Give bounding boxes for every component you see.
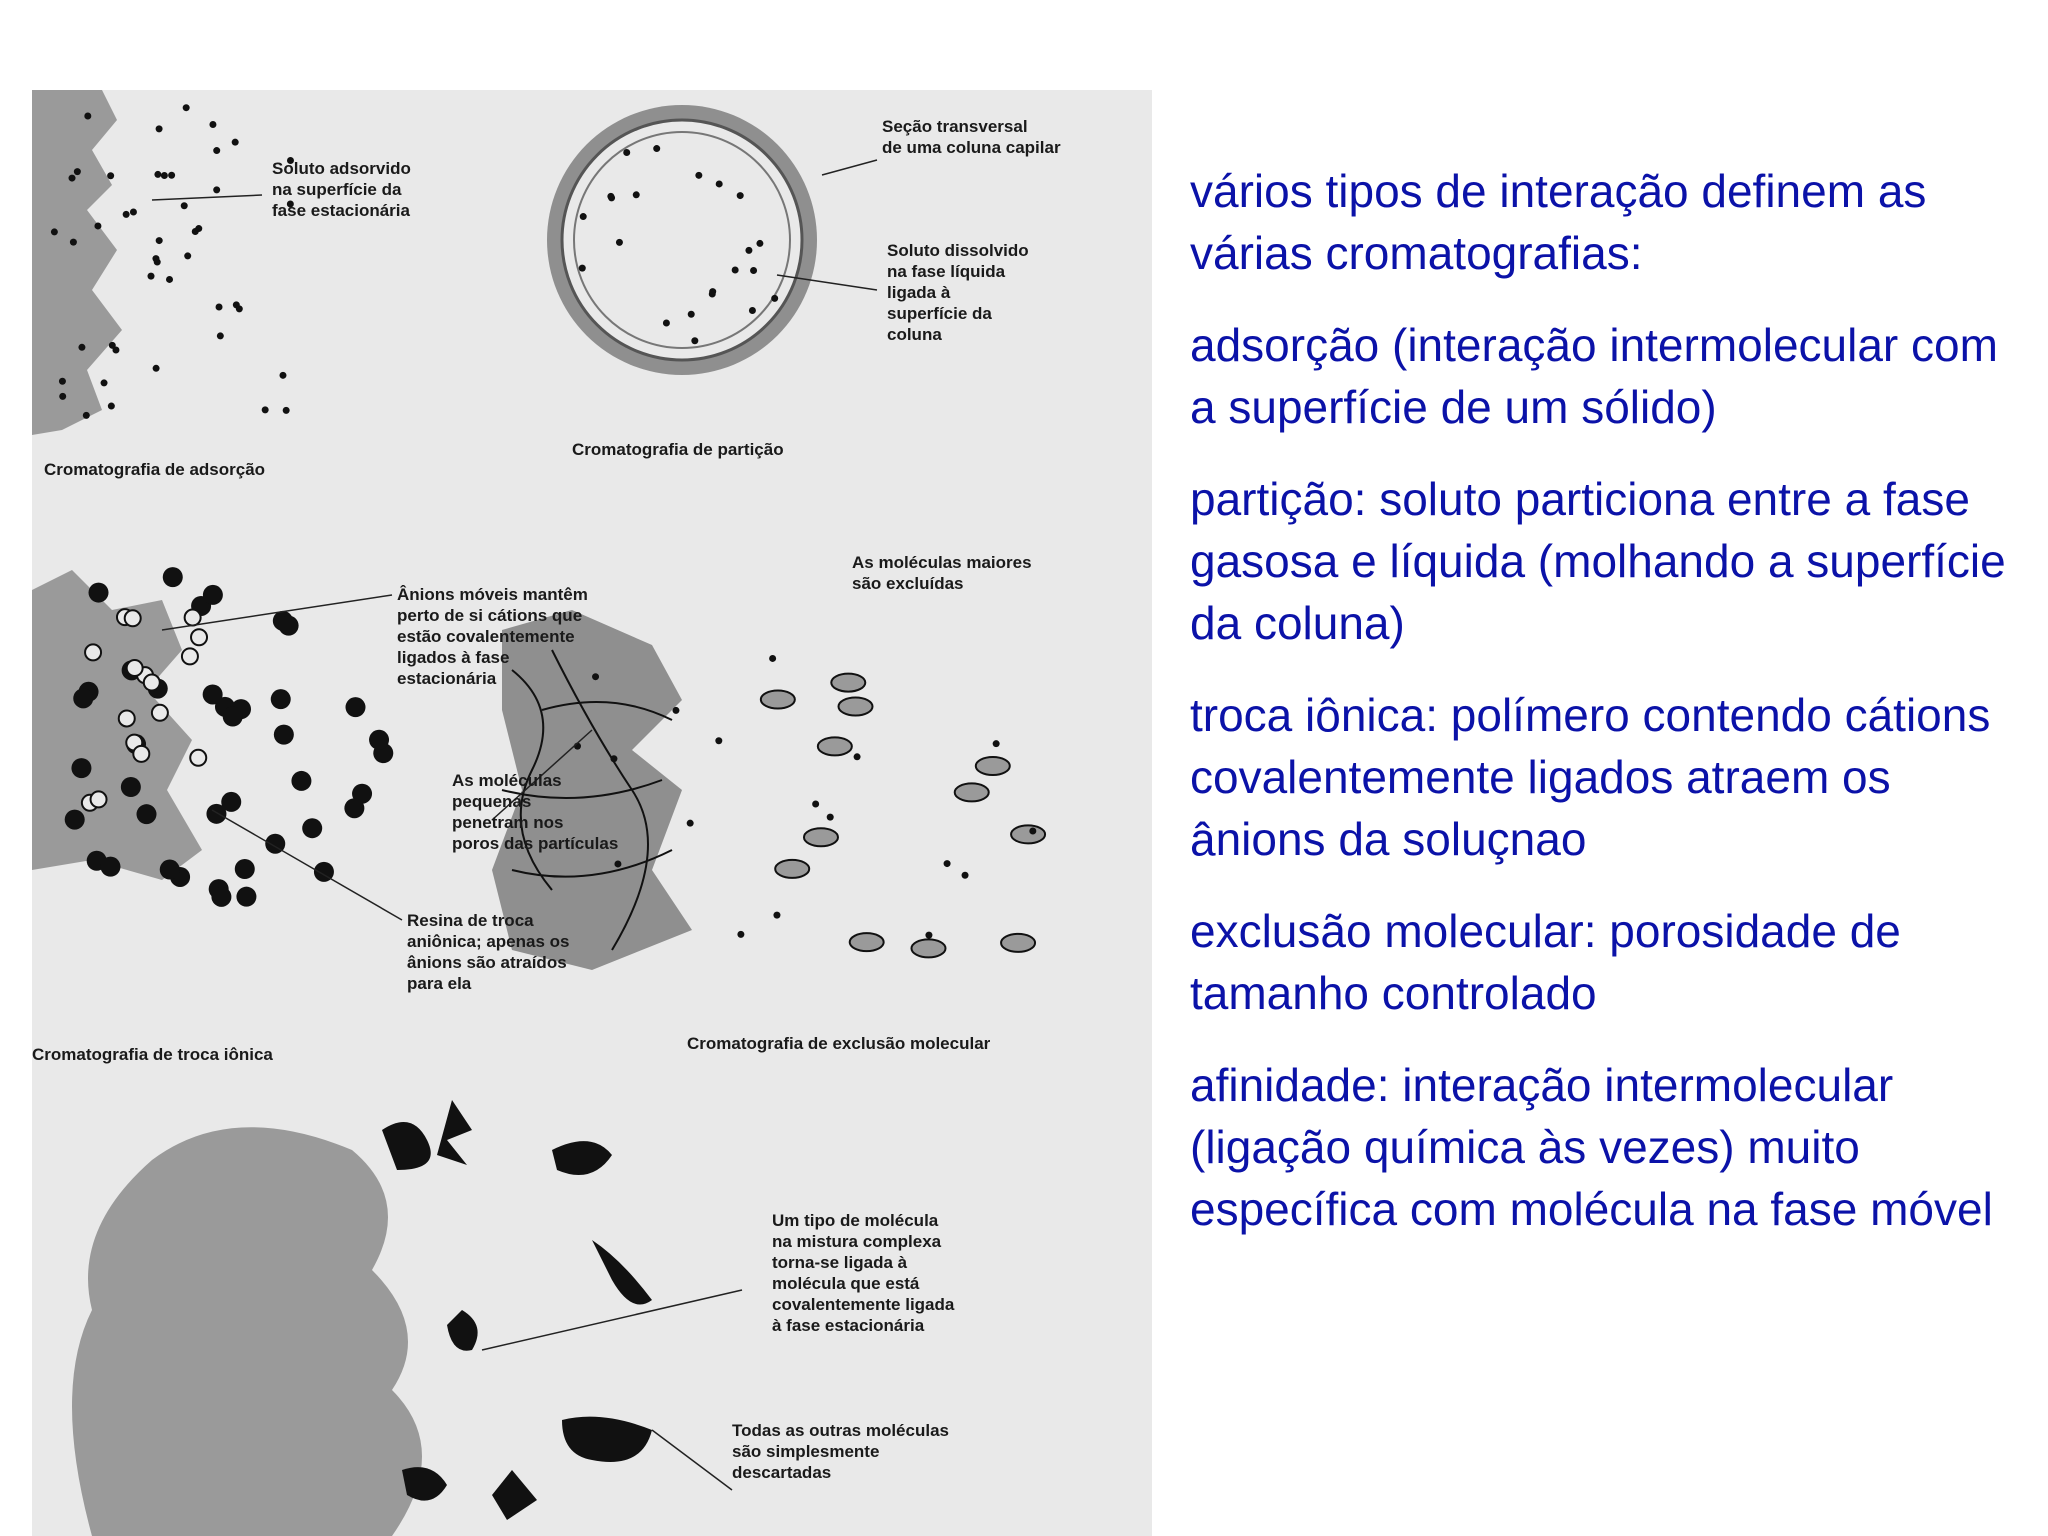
molecule-dot <box>279 616 299 636</box>
molecule-dot <box>59 378 66 385</box>
molecule-dot <box>695 172 702 179</box>
molecule-dot <box>209 121 216 128</box>
summary-text <box>1190 160 2020 1270</box>
molecule-dot <box>84 113 91 120</box>
stationary-phase <box>72 1127 422 1536</box>
molecule-dot <box>592 673 599 680</box>
molecule-dot <box>217 332 224 339</box>
molecule-dot <box>152 705 168 721</box>
molecule-dot <box>137 804 157 824</box>
molecule-dot <box>182 648 198 664</box>
molecule-dot <box>827 814 834 821</box>
molecule-dot <box>283 407 290 414</box>
molecule-dot <box>769 655 776 662</box>
molecule-dot <box>580 213 587 220</box>
molecule-dot <box>223 707 243 727</box>
molecule-dot <box>279 372 286 379</box>
molecule-dot <box>732 267 739 274</box>
molecule-dot <box>610 755 617 762</box>
capillary-cross-section-label: Seção transversal de uma coluna capilar <box>882 117 1061 157</box>
molecule-dot <box>166 276 173 283</box>
molecule-dot <box>107 172 114 179</box>
molecule-dot <box>745 247 752 254</box>
molecule-dot <box>749 307 756 314</box>
molecule-dot <box>144 675 160 691</box>
molecule-dot <box>221 792 241 812</box>
affinity-illustration <box>72 1100 742 1536</box>
molecule-dot <box>369 730 389 750</box>
ion-exchange-illustration <box>32 567 402 920</box>
molecule-dot <box>737 192 744 199</box>
dissolved-solute-label: Soluto dissolvido na fase líquida ligada à superfície da coluna <box>887 241 1029 344</box>
summary-exclusion: exclusão molecular: porosidade de tamanho controlado <box>1190 905 1901 1019</box>
textbook-figure-scan <box>32 90 1152 1536</box>
molecule-dot <box>633 191 640 198</box>
molecule-dot <box>302 818 322 838</box>
molecule-dot <box>233 301 240 308</box>
molecule-dot <box>213 147 220 154</box>
large-molecule <box>911 939 945 957</box>
molecule-dot <box>100 857 120 877</box>
large-molecule <box>839 697 873 715</box>
molecule-dot <box>688 311 695 318</box>
molecule-dot <box>771 295 778 302</box>
molecule-dot <box>70 239 77 246</box>
large-molecule <box>1001 934 1035 952</box>
molecule-dot <box>716 180 723 187</box>
molecule-dot <box>203 684 223 704</box>
molecule-dot <box>121 777 141 797</box>
molecule-dot <box>854 753 861 760</box>
molecule-dot <box>181 202 188 209</box>
molecule-dot <box>709 288 716 295</box>
summary-ion-exchange: troca iônica: polímero contendo cátions covalentemente ligados atraem os ânions da soluçnao <box>1190 689 1991 865</box>
exclusion-caption: Cromatografia de exclusão molecular <box>687 1034 991 1053</box>
molecule-dot <box>85 644 101 660</box>
molecule-dot <box>59 393 66 400</box>
molecule-dot <box>69 175 76 182</box>
molecule-dot <box>216 304 223 311</box>
large-molecule <box>850 933 884 951</box>
molecule-dot <box>211 887 231 907</box>
affinity-molecules <box>382 1100 652 1520</box>
molecule-dot <box>91 791 107 807</box>
molecule-dot <box>291 771 311 791</box>
molecule-dot <box>195 225 202 232</box>
molecule-dot <box>993 740 1000 747</box>
molecule-dot <box>190 750 206 766</box>
molecule-dot <box>579 265 586 272</box>
molecule-dot <box>101 379 108 386</box>
molecule-dot <box>74 168 81 175</box>
molecule-dot <box>89 583 109 603</box>
large-molecule <box>955 783 989 801</box>
molecule-dot <box>236 887 256 907</box>
molecule-dot <box>653 145 660 152</box>
molecule-dot <box>203 585 223 605</box>
molecule-dot <box>127 660 143 676</box>
partition-caption: Cromatografia de partição <box>572 440 784 459</box>
discarded-molecules-label: Todas as outras moléculas são simplesmente descartadas <box>732 1421 949 1482</box>
anion-exchange-resin-label: Resina de troca aniônica; apenas os ânions são atraídos para ela <box>407 911 570 993</box>
molecule-dot <box>687 820 694 827</box>
molecule-dot <box>1029 828 1036 835</box>
molecule-dot <box>71 758 91 778</box>
large-molecules-label: As moléculas maiores são excluídas <box>852 553 1032 593</box>
molecule-dot <box>623 149 630 156</box>
molecule-dot <box>262 406 269 413</box>
large-molecule <box>831 674 865 692</box>
molecule-dot <box>161 172 168 179</box>
molecule-dot <box>925 932 932 939</box>
molecule-dot <box>65 810 85 830</box>
summary-affinity: afinidade: interação intermolecular (ligação química às vezes) muito específica com molécula na fase móvel <box>1190 1059 1993 1235</box>
summary-adsorption: adsorção (interação intermolecular com a superfície de um sólido) <box>1190 319 1998 433</box>
molecule-dot <box>119 710 135 726</box>
molecule-dot <box>154 171 161 178</box>
ion-exchange-caption: Cromatografia de troca iônica <box>32 1045 273 1064</box>
large-molecule <box>818 737 852 755</box>
molecule-dot <box>750 267 757 274</box>
capillary-column-illustration <box>547 105 877 375</box>
molecule-dot <box>94 222 101 229</box>
molecule-dot <box>184 252 191 259</box>
molecule-dot <box>756 240 763 247</box>
molecule-dot <box>83 412 90 419</box>
large-molecule <box>976 757 1010 775</box>
molecule-dot <box>156 237 163 244</box>
molecule-dot <box>691 337 698 344</box>
molecule-dot <box>109 342 116 349</box>
molecule-dot <box>213 186 220 193</box>
small-molecules-label: As moléculas pequenas penetram nos poros das partículas <box>452 771 619 853</box>
molecule-dot <box>160 860 180 880</box>
molecule-dot <box>108 403 115 410</box>
molecule-dot <box>235 859 255 879</box>
molecule-dot <box>607 193 614 200</box>
molecule-dot <box>168 172 175 179</box>
large-molecule <box>775 860 809 878</box>
molecule-dot <box>616 239 623 246</box>
molecule-dot <box>346 697 366 717</box>
molecule-dot <box>152 255 159 262</box>
molecule-dot <box>191 629 207 645</box>
molecule-dot <box>125 610 141 626</box>
molecule-dot <box>773 912 780 919</box>
molecule-dot <box>812 800 819 807</box>
large-molecule <box>761 690 795 708</box>
mobile-anions-label: Ânions móveis mantêm perto de si cátions que estão covalentemente ligados à fase estacionária <box>397 585 588 688</box>
molecule-dot <box>962 872 969 879</box>
molecule-dot <box>163 567 183 587</box>
molecule-dot <box>232 139 239 146</box>
molecule-dot <box>271 689 291 709</box>
molecule-dot <box>183 104 190 111</box>
adsorption-solid-surface <box>32 90 122 435</box>
bound-molecule-label: Um tipo de molécula na mistura complexa torna-se ligada à molécula que está covalentemente ligada à fase estacionária <box>772 1211 955 1335</box>
molecule-dot <box>51 228 58 235</box>
molecule-dot <box>663 319 670 326</box>
molecule-dot <box>715 737 722 744</box>
adsorption-caption: Cromatografia de adsorção <box>44 460 266 479</box>
large-molecule <box>804 828 838 846</box>
molecule-dot <box>156 125 163 132</box>
molecule-dot <box>944 860 951 867</box>
molecule-dot <box>130 209 137 216</box>
molecule-dot <box>185 610 201 626</box>
molecule-dot <box>133 746 149 762</box>
molecule-dot <box>737 931 744 938</box>
molecule-dot <box>614 860 621 867</box>
molecule-dot <box>153 365 160 372</box>
molecule-dot <box>672 707 679 714</box>
molecule-dot <box>274 725 294 745</box>
molecule-dot <box>78 344 85 351</box>
molecule-dot <box>344 798 364 818</box>
molecule-dot <box>123 211 130 218</box>
large-molecule <box>1011 825 1045 843</box>
molecule-dot <box>148 273 155 280</box>
adsorption-illustration <box>32 90 294 435</box>
summary-intro: vários tipos de interação definem as várias cromatografias: <box>1190 165 1927 279</box>
molecule-dot <box>73 688 93 708</box>
summary-partition: partição: soluto particiona entre a fase gasosa e líquida (molhando a superfície da coluna) <box>1190 473 2006 649</box>
adsorption-label: Soluto adsorvido na superfície da fase estacionária <box>272 159 411 220</box>
